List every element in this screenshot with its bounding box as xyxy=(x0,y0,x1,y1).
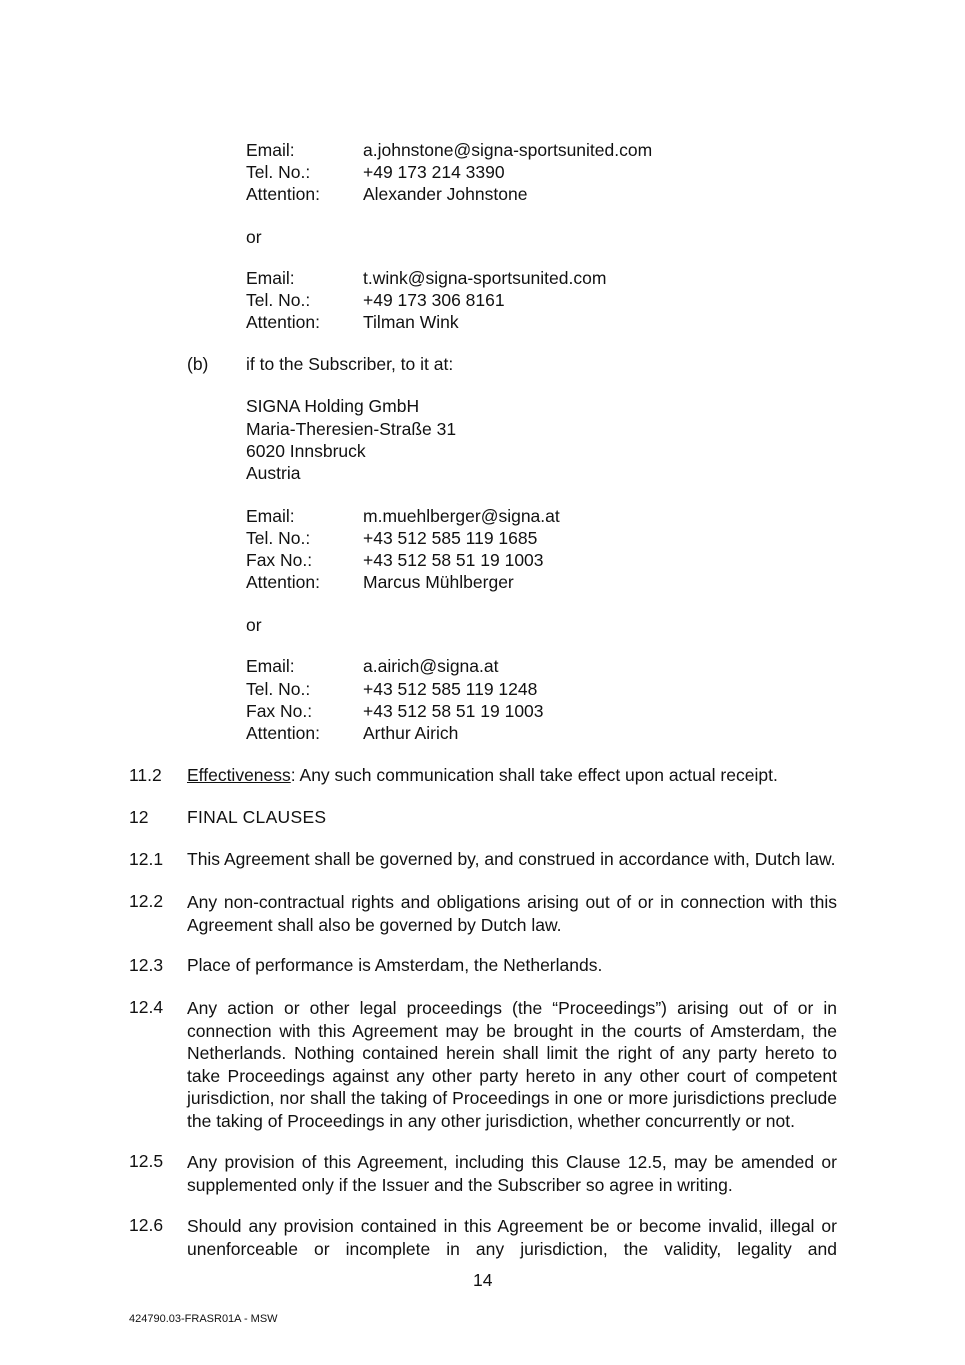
contact-b2-tel: +43 512 585 119 1248 xyxy=(363,679,538,699)
clause-number: 12.3 xyxy=(129,955,164,975)
contact-b1-fax: +43 512 58 51 19 1003 xyxy=(363,550,544,570)
contact-b-or: or xyxy=(246,615,262,635)
contact-b2-attn-label: Attention: xyxy=(246,723,320,743)
contact-a-or: or xyxy=(246,227,262,247)
contact-b2-email: a.airich@signa.at xyxy=(363,656,499,676)
contact-b1-email-label: Email: xyxy=(246,506,295,526)
contact-b1-fax-label: Fax No.: xyxy=(246,550,313,570)
contact-a1-email-label: Email: xyxy=(246,140,295,160)
contact-a1-tel-label: Tel. No.: xyxy=(246,162,311,182)
contact-a2-email-label: Email: xyxy=(246,268,295,288)
contact-a2-tel-label: Tel. No.: xyxy=(246,290,311,310)
contact-a2-attn-label: Attention: xyxy=(246,312,320,332)
footer-reference: 424790.03-FRASR01A - MSW xyxy=(129,1313,278,1325)
clause-number: 12.6 xyxy=(129,1215,164,1235)
clause-12-4: Any action or other legal proceedings (the “Proceedings”) arising out of or in connection with this Agreement may be brought in the courts of Amsterdam, the Netherlands. Nothing contained herein shall limit the right of any party hereto to take Proceedings against any other party hereto in any other court of competent jurisdiction, nor shall the taking of Proceedings in one or more jurisdictions preclude the taking of Proceedings in any other jurisdiction, whether concurrently or not. xyxy=(187,998,837,1131)
contact-a2-attn: Tilman Wink xyxy=(363,312,459,332)
contact-a1-attn-label: Attention: xyxy=(246,184,320,204)
contact-b2-email-label: Email: xyxy=(246,656,295,676)
contact-a1-tel: +49 173 214 3390 xyxy=(363,162,505,182)
item-b-marker: (b) xyxy=(187,354,209,374)
clause-11-2 xyxy=(187,765,778,786)
contact-b2-fax: +43 512 58 51 19 1003 xyxy=(363,701,544,721)
contact-b1-tel-label: Tel. No.: xyxy=(246,528,311,548)
contact-b2-attn: Arthur Airich xyxy=(363,723,459,743)
section-number: 12 xyxy=(129,807,149,827)
clause-number: 12.5 xyxy=(129,1151,164,1171)
clause-12-2: Any non-contractual rights and obligations arising out of or in connection with this Agreement shall also be governed by Dutch law. xyxy=(187,892,837,935)
contact-a2-email: t.wink@signa-sportsunited.com xyxy=(363,268,607,288)
clause-number: 12.4 xyxy=(129,997,164,1017)
section-heading: FINAL CLAUSES xyxy=(187,807,327,827)
clause-text: : Any such communication shall take effect upon actual receipt. xyxy=(290,765,778,785)
contact-a1-email: a.johnstone@signa-sportsunited.com xyxy=(363,140,653,160)
contact-a1-attn: Alexander Johnstone xyxy=(363,184,528,204)
contact-b1-email: m.muehlberger@signa.at xyxy=(363,506,560,526)
page-number: 14 xyxy=(473,1270,493,1290)
clause-number: 11.2 xyxy=(129,765,162,785)
address-line: Austria xyxy=(246,463,301,483)
clause-number: 12.2 xyxy=(129,891,164,911)
clause-12-5: Any provision of this Agreement, including this Clause 12.5, may be amended or supplemented only if the Issuer and the Subscriber so agree in writing. xyxy=(187,1152,837,1195)
contact-b2-tel-label: Tel. No.: xyxy=(246,679,311,699)
contact-b1-attn-label: Attention: xyxy=(246,572,320,592)
clause-12-6: Should any provision contained in this Agreement be or become invalid, illegal or unenforceable or incomplete in any jurisdiction, the validity, legality and xyxy=(187,1216,837,1259)
item-b-text: if to the Subscriber, to it at: xyxy=(246,354,454,374)
contact-a2-tel: +49 173 306 8161 xyxy=(363,290,505,310)
clause-title: Effectiveness xyxy=(187,765,291,785)
clause-12-1: This Agreement shall be governed by, and construed in accordance with, Dutch law. xyxy=(187,849,836,869)
clause-12-3: Place of performance is Amsterdam, the Netherlands. xyxy=(187,955,603,975)
contact-b1-tel: +43 512 585 119 1685 xyxy=(363,528,538,548)
address-line: Maria-Theresien-Straße 31 xyxy=(246,419,457,439)
address-line: SIGNA Holding GmbH xyxy=(246,396,420,416)
contact-b2-fax-label: Fax No.: xyxy=(246,701,313,721)
address-line: 6020 Innsbruck xyxy=(246,441,366,461)
clause-number: 12.1 xyxy=(129,849,164,869)
contact-b1-attn: Marcus Mühlberger xyxy=(363,572,514,592)
